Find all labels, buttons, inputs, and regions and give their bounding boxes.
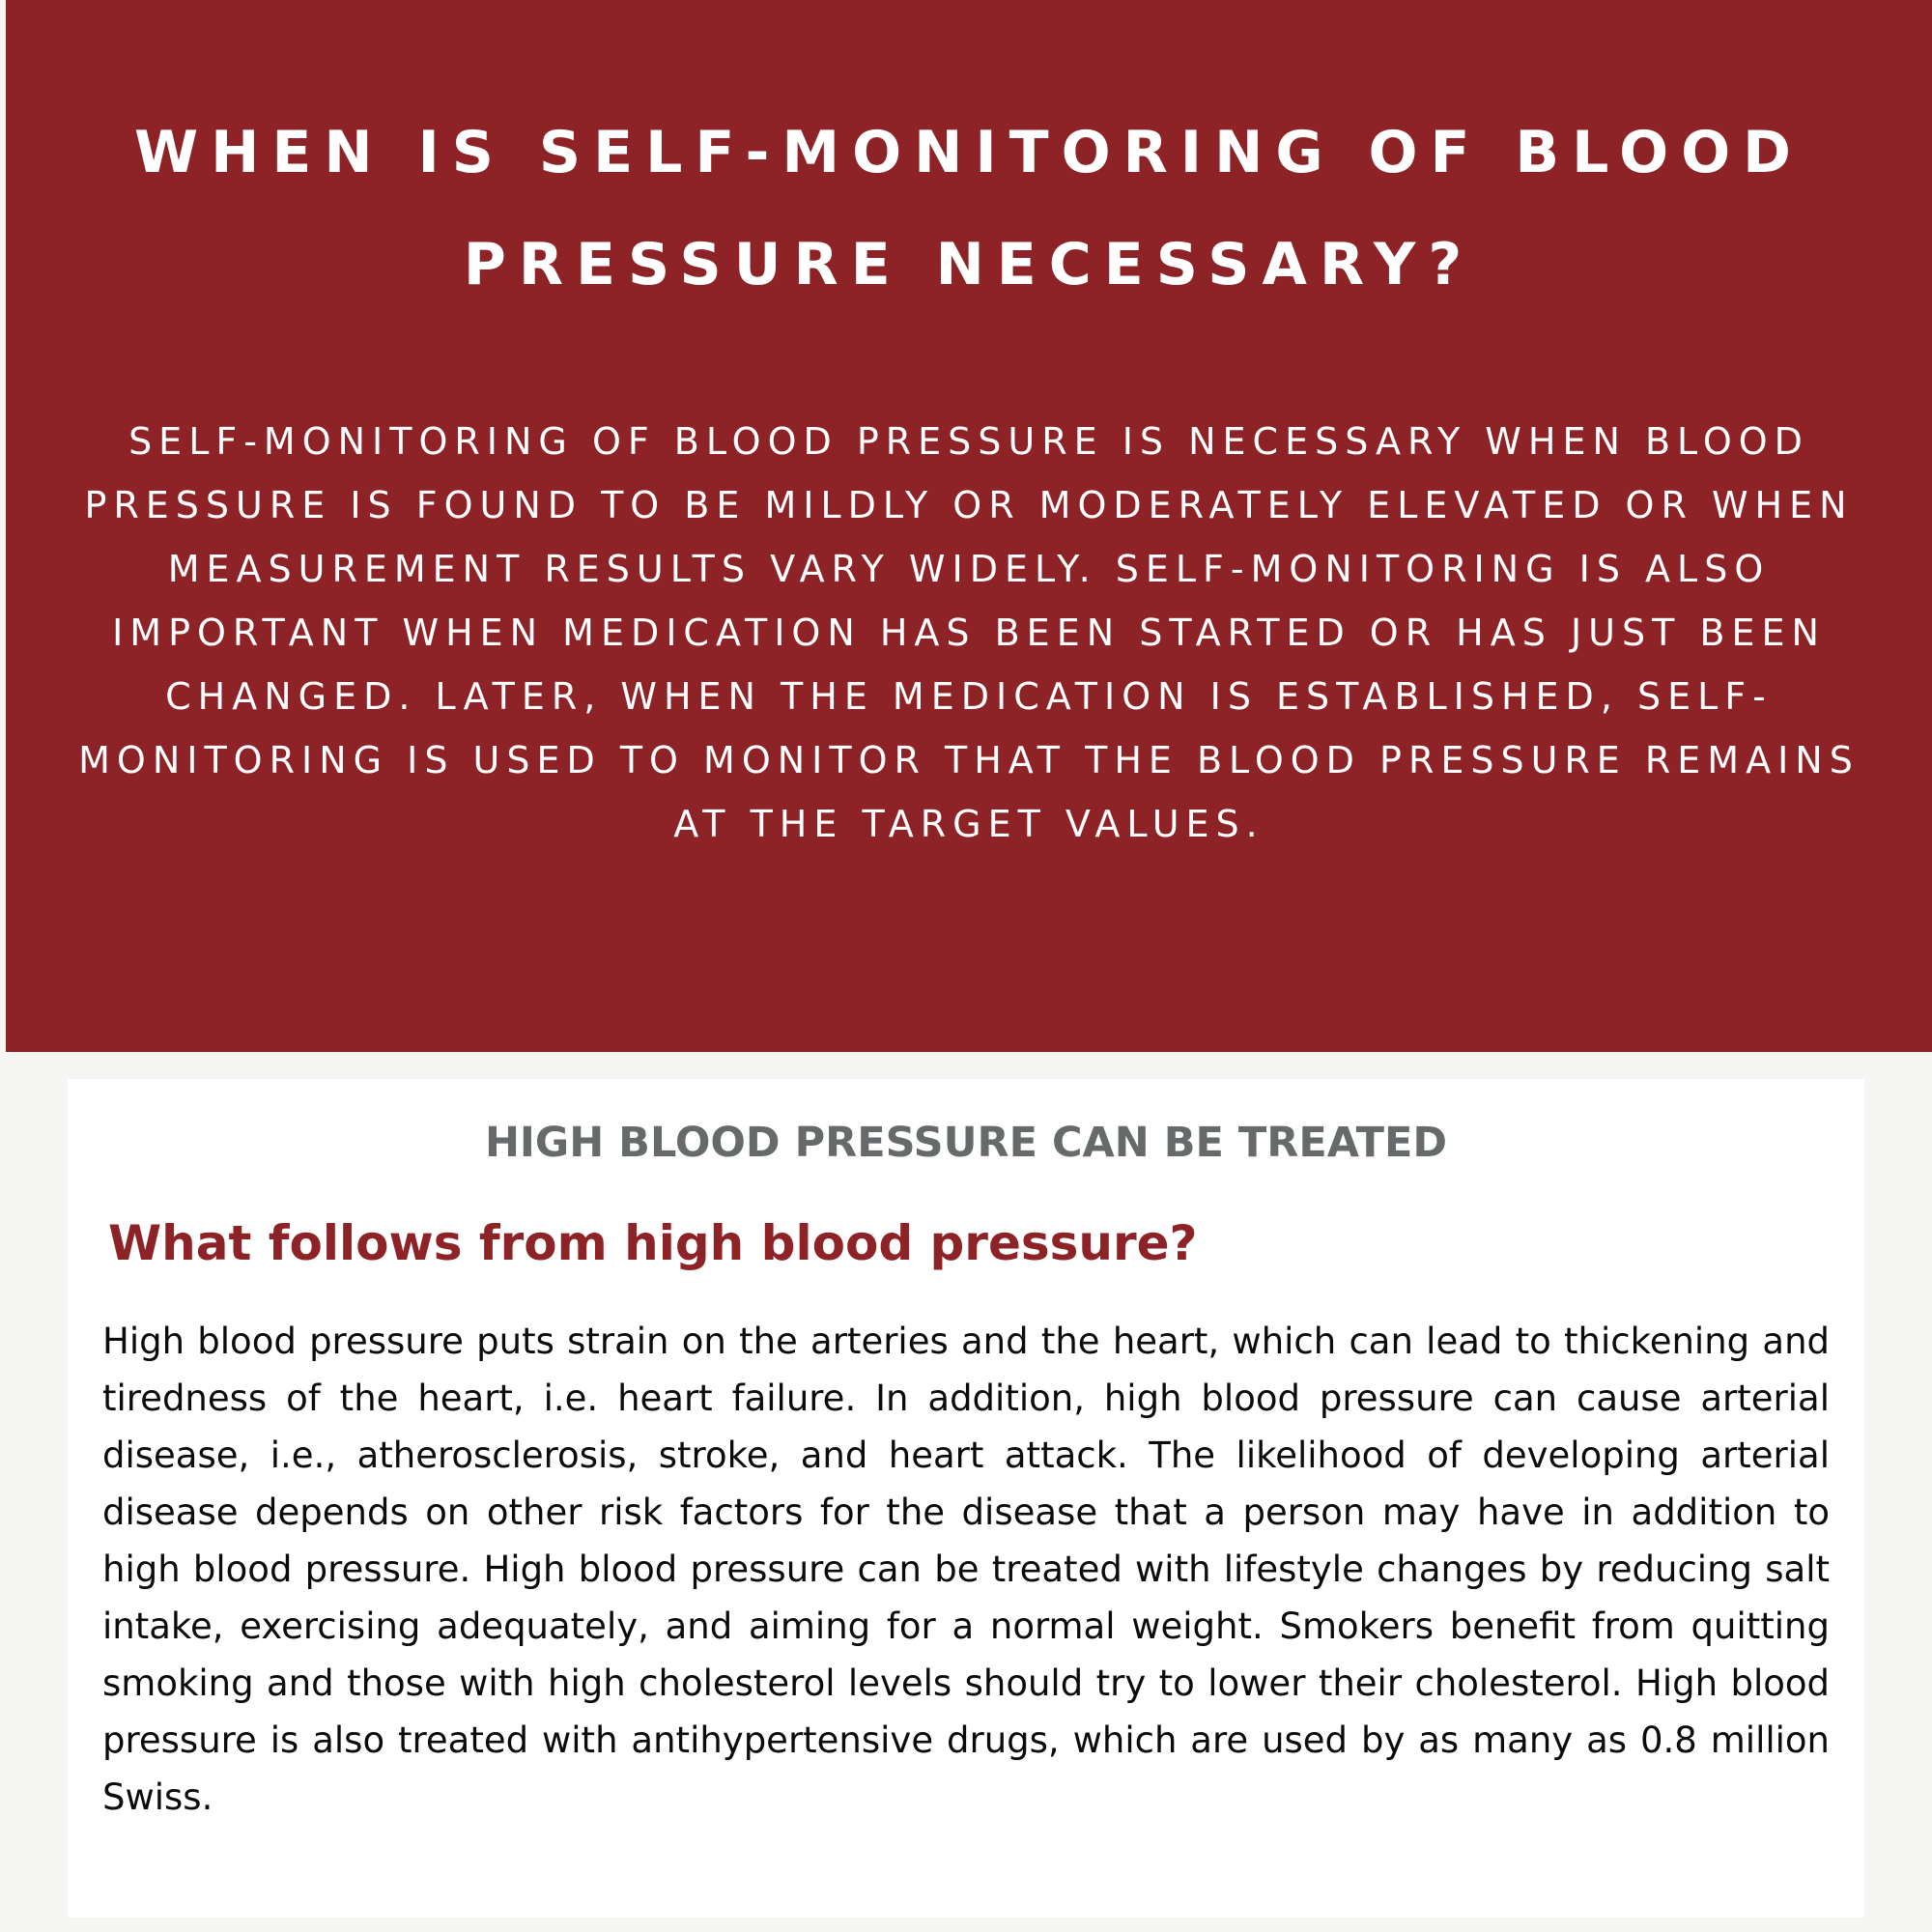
intro-paragraph: SELF-MONITORING OF BLOOD PRESSURE IS NECESSARY WHEN BLOOD PRESSURE IS FOUND TO BE MILDLY OR MODERATELY ELEVATED OR WHEN MEASUREMENT RESULTS VARY WIDELY. SELF-MONITORING IS ALSO IMPORTANT WHEN MEDICATION HAS BEEN STARTED OR HAS JUST BEEN CHANGED. LATER, WHEN THE MEDICATION IS ESTABLISHED, SELF-MONITORING IS USED TO MONITOR THAT THE BLOOD PRESSURE REMAINS AT THE TARGET VALUES.	[78, 420, 1860, 845]
header-banner	[6, 0, 1932, 1052]
section-heading: What follows from high blood pressure?	[108, 1215, 1198, 1271]
content-card	[68, 1079, 1864, 1918]
body-paragraph: High blood pressure puts strain on the arteries and the heart, which can lead to thickening and tiredness of the heart, i.e. heart failure. In addition, high blood pressure can cause arterial disease, i.e., atherosclerosis, stroke, and heart attack. The likelihood of developing arterial disease depends on other risk factors for the disease that a person may have in addition to high blood pressure. High blood pressure can be treated with lifestyle changes by reducing salt intake, exercising adequately, and aiming for a normal weight. Smokers benefit from quitting smoking and those with high cholesterol levels should try to lower their cholesterol. High blood pressure is also treated with antihypertensive drugs, which are used by as many as 0.8 million Swiss.	[102, 1321, 1830, 1818]
section-kicker: HIGH BLOOD PRESSURE CAN BE TREATED	[484, 1119, 1448, 1167]
page-title: WHEN IS SELF-MONITORING OF BLOOD PRESSURE NECESSARY?	[134, 119, 1804, 298]
